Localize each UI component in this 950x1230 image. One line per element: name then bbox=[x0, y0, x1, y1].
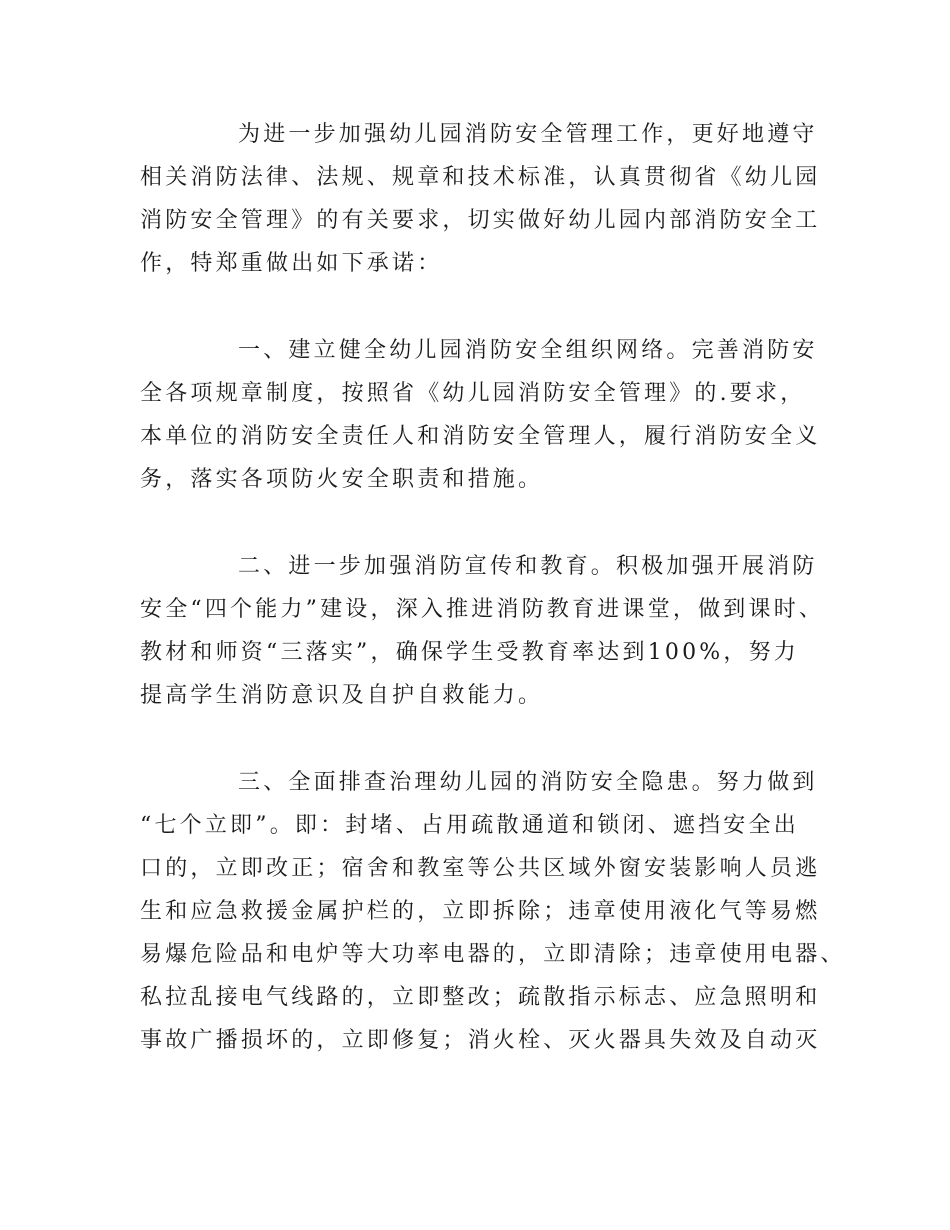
paragraph-line: 事故广播损坏的，立即修复；消火栓、灭火器具失效及自动灭 bbox=[140, 1028, 821, 1053]
paragraph-line: 私拉乱接电气线路的，立即整改；疏散指示标志、应急照明和 bbox=[140, 985, 821, 1010]
paragraph-line: 作，特郑重做出如下承诺： bbox=[140, 251, 443, 276]
paragraph-line: 口的，立即改正；宿舍和教室等公共区域外窗安装影响人员逃 bbox=[140, 856, 821, 881]
paragraph-line: 一、建立健全幼儿园消防安全组织网络。完善消防安 bbox=[238, 338, 818, 363]
paragraph-line: “七个立即”。即：封堵、占用疏散通道和锁闭、遮挡安全出 bbox=[140, 813, 799, 838]
paragraph-line: 生和应急救援金属护栏的，立即拆除；违章使用液化气等易燃 bbox=[140, 899, 821, 924]
paragraph-line: 教材和师资“三落实”，确保学生受教育率达到100%，努力 bbox=[140, 640, 799, 665]
paragraph-line: 三、全面排查治理幼儿园的消防安全隐患。努力做到 bbox=[238, 770, 818, 795]
paragraph-line: 二、进一步加强消防宣传和教育。积极加强开展消防 bbox=[238, 554, 818, 579]
paragraph-line: 消防安全管理》的有关要求，切实做好幼儿园内部消防安全工 bbox=[140, 208, 821, 233]
paragraph-line: 易爆危险品和电炉等大功率电器的，立即清除；违章使用电器、 bbox=[140, 942, 846, 967]
paragraph-line: 安全“四个能力”建设，深入推进消防教育进课堂，做到课时、 bbox=[140, 597, 825, 622]
paragraph-line: 为进一步加强幼儿园消防安全管理工作，更好地遵守 bbox=[238, 122, 818, 147]
paragraph-line: 本单位的消防安全责任人和消防安全管理人，履行消防安全义 bbox=[140, 424, 821, 449]
paragraph-line: 提高学生消防意识及自护自救能力。 bbox=[140, 683, 544, 708]
paragraph-line: 全各项规章制度，按照省《幼儿园消防安全管理》的.要求， bbox=[140, 381, 806, 406]
paragraph-line: 务，落实各项防火安全职责和措施。 bbox=[140, 467, 544, 492]
paragraph-line: 相关消防法律、法规、规章和技术标准，认真贯彻省《幼儿园 bbox=[140, 165, 821, 190]
